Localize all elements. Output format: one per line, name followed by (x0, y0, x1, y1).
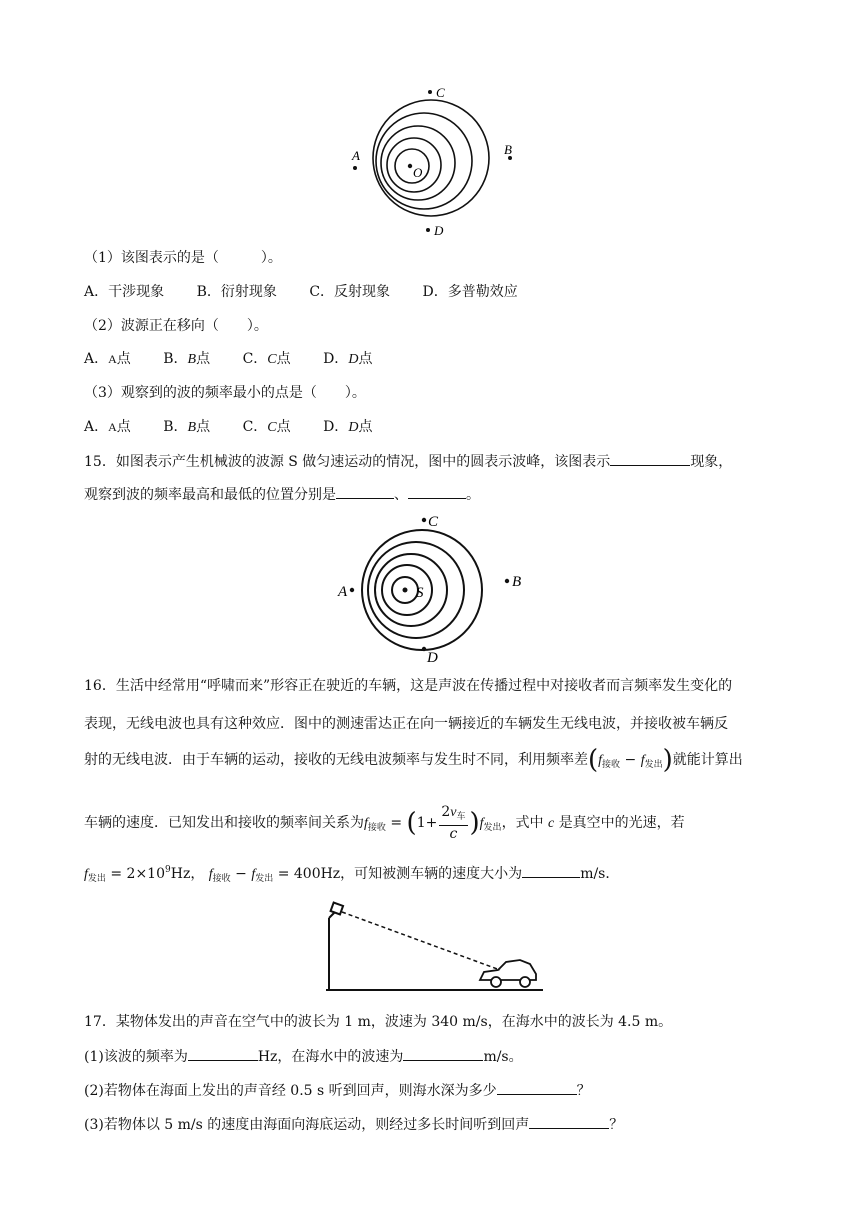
q16-line1: 16．生活中经常用“呼啸而来”形容正在驶近的车辆，这是声波在传播过程中对接收者而言频率发生变化的 (84, 678, 733, 694)
q14-part1-options (84, 282, 546, 302)
option-b: B．B点 (163, 419, 211, 435)
answer-blank[interactable] (408, 484, 466, 499)
option-d: D．多普勒效应 (422, 284, 518, 300)
q17-part1: (1)该波的频率为 Hz，在海水中的波速为 m/s。 (84, 1046, 523, 1067)
fig1-label-c: C (436, 85, 445, 100)
fig2-label-s: S (416, 585, 424, 601)
q14-part2-text: （2）波源正在移向（ ）。 (84, 318, 268, 334)
option-d: D．D点 (323, 419, 373, 435)
radar-car-figure (318, 898, 548, 994)
fig2-label-c: C (428, 514, 439, 530)
q14-part3-options (84, 417, 400, 438)
q17-line1: 17．某物体发出的声音在空气中的波长为 1 m，波速为 340 m/s，在海水中的波长为 4.5 m。 (84, 1014, 673, 1030)
fig2-label-d: D (427, 650, 438, 666)
option-c: C．C点 (242, 351, 291, 367)
q14-part1-text: （1）该图表示的是（ ）。 (84, 250, 282, 266)
q16-line3: 射的无线电波．由于车辆的运动，接收的无线电波频率与发生时不同，利用频率差$(f_{接收} - f_{发出})$就能计算出 (84, 745, 743, 775)
answer-blank[interactable] (188, 1046, 258, 1061)
fig1-label-d: D (434, 223, 444, 238)
option-b: B．B点 (163, 351, 211, 367)
q15-line1: 15．如图表示产生机械波的波源 S 做匀速运动的情况，图中的圆表示波峰，该图表示 现象， (84, 451, 732, 472)
answer-blank[interactable] (522, 863, 580, 878)
answer-blank[interactable] (610, 451, 690, 466)
fig2-label-a: A (338, 584, 348, 600)
q17-part2: (2)若物体在海面上发出的声音经 0.5 s 听到回声，则海水深为多少 ？ (84, 1080, 591, 1101)
answer-blank[interactable] (403, 1046, 483, 1061)
option-c: C．反射现象 (309, 284, 391, 300)
q16-line5: $f_{发出} = 2\times 10^9Hz$， $f_{接收} - f_{发出} = 400Hz$，可知被测车辆的速度大小为 m/s． (84, 865, 620, 884)
q16-line2: 表现，无线电波也具有这种效应．图中的测速雷达正在向一辆接近的车辆发生无线电波，并接收被车辆反 (84, 716, 728, 732)
answer-blank[interactable] (529, 1114, 609, 1129)
option-a: A．干涉现象 (84, 284, 165, 300)
answer-blank[interactable] (336, 484, 394, 499)
fig1-label-a: A (352, 148, 360, 163)
q17-part3: (3)若物体以 5 m/s 的速度由海面向海底运动，则经过多长时间听到回声 ？ (84, 1114, 623, 1135)
velocity-fraction: $\frac{2v_车}{c}$ (441, 804, 466, 842)
q14-part3-text: （3）观察到的波的频率最小的点是（ ）。 (84, 385, 366, 401)
fig1-label-b: B (504, 142, 512, 157)
option-b: B．衍射现象 (196, 284, 277, 300)
wave-circles-figure-2 (330, 508, 530, 668)
q15-line2: 观察到波的频率最高和最低的位置分别是 、 。 (84, 484, 480, 505)
option-a: A．A点 (84, 419, 131, 435)
q14-part2-options (84, 349, 400, 370)
option-d: D．D点 (323, 351, 373, 367)
fig2-label-b: B (512, 574, 522, 590)
option-a: A．A点 (84, 351, 131, 367)
q16-line4: 车辆的速度．已知发出和接收的频率间关系为$f_{接收} = (1+$ $\frac{2v_车}{c}$ )$f_{发出}$，式中 c 是真空中的光速，若 (84, 804, 685, 842)
fig1-label-o: O (413, 165, 423, 180)
wave-circles-figure-1 (340, 82, 530, 242)
option-c: C．C点 (242, 419, 291, 435)
answer-blank[interactable] (497, 1080, 577, 1095)
